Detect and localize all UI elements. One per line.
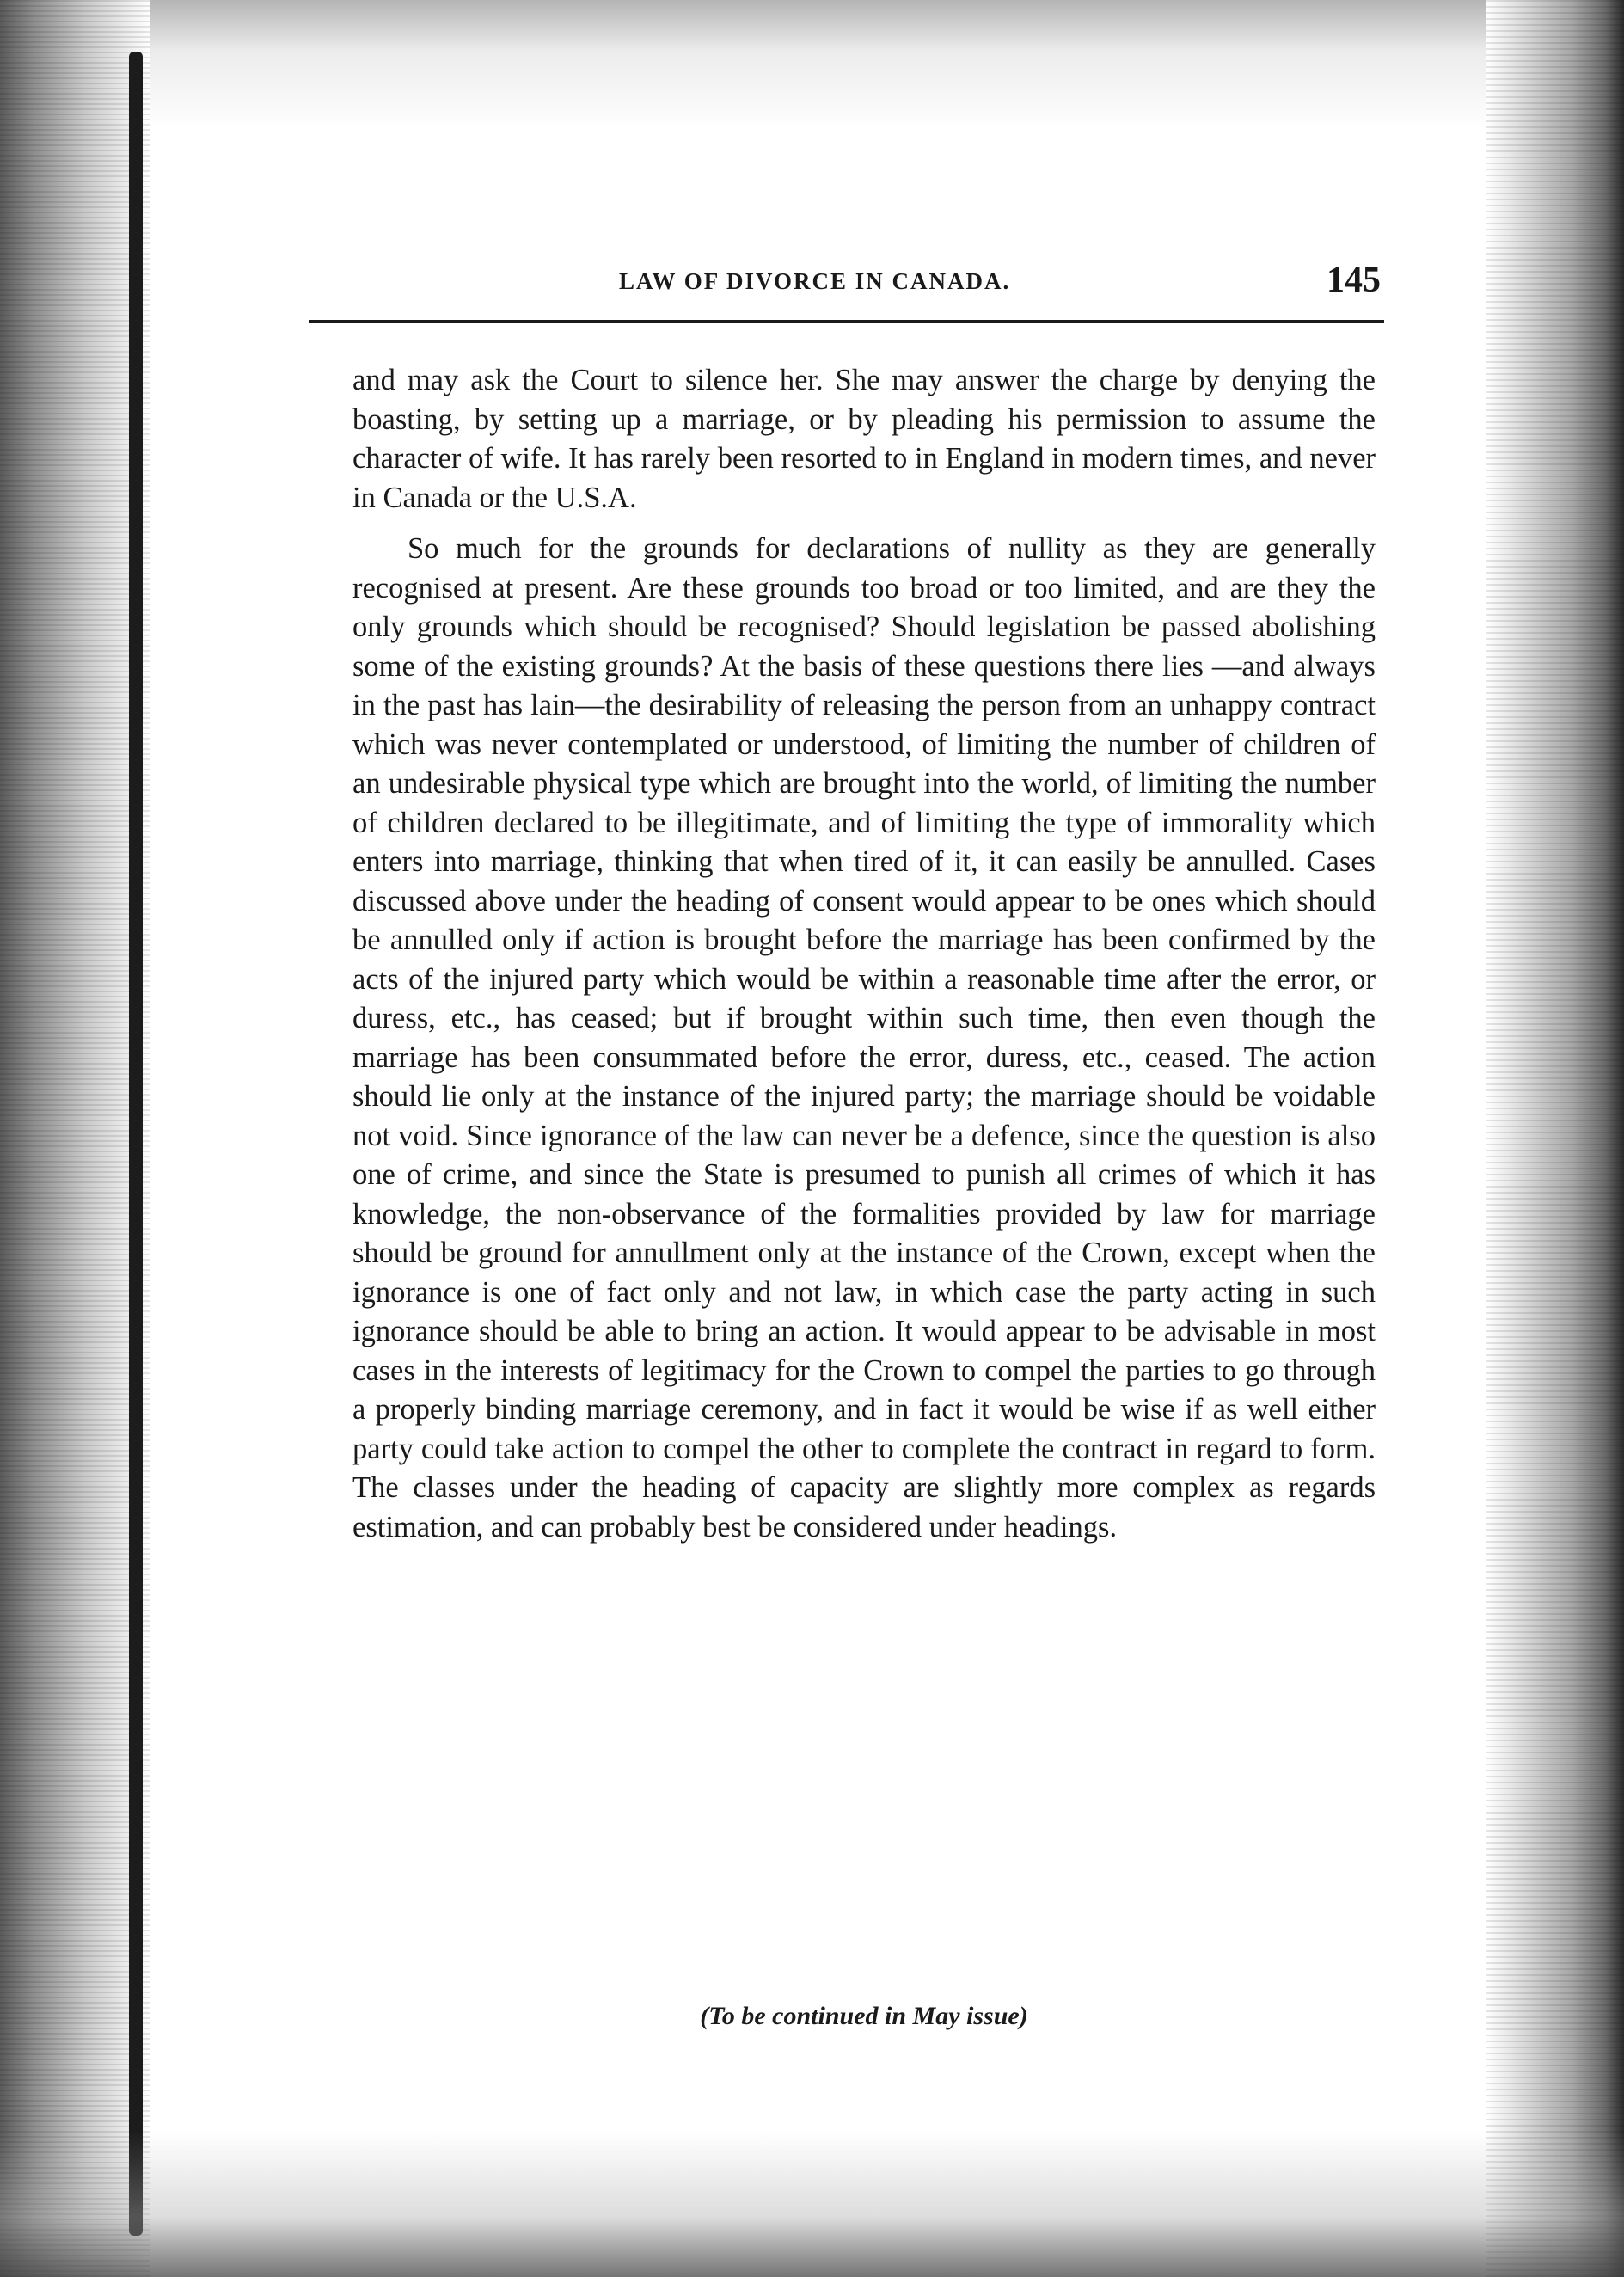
continued-note: (To be continued in May issue) (700, 2002, 1028, 2030)
paragraph: So much for the grounds for declarations of nullity as they are generally recognised at present. Are these grounds too broad or too limited, and are they the only grounds which should be recognised? Should legislation be passed abolishing some of the existing grounds? At the basis of these questions there lies —and always in the past has lain—the desirability of releasing the person from an unhappy contract which was never contemplated or understood, of limiting the number of children of an undesirable physical type which are brought into the world, of limiting the number of children declared to be illegitimate, and of limiting the type of immorality which enters into marriage, thinking that when tired of it, it can easily be annulled. Cases discussed above under the heading of consent would appear to be ones which should be annulled only if action is brought before the marriage has been confirmed by the acts of the injured party which would be within a reasonable time after the error, or duress, etc., has ceased; but if brought within such time, then even though the marriage has been consummated before the error, duress, etc., ceased. The action should lie only at the instance of the injured party; the marriage should be voidable not void. Since ignorance of the law can never be a defence, since the question is also one of crime, and since the State is presumed to punish all crimes of which it has knowledge, the non-observance of the formalities provided by law for marriage should be ground for annullment only at the instance of the Crown, except when the ignorance is one of fact only and not law, in which case the party acting in such ignorance should be able to bring an action. It would appear to be advisable in most cases in the interests of legitimacy for the Crown to compel the parties to go through a properly binding marriage ceremony, and in fact it would be wise if as well either party could take action to compel the other to complete the contract in regard to form. The classes under the heading of capacity are slightly more complex as regards estimation, and can probably best be considered under headings. (352, 532, 1376, 1544)
scan-left-shadow (0, 0, 150, 2277)
binding-edge (129, 52, 143, 2236)
scan-bottom-shadow (0, 2131, 1624, 2277)
paragraph: and may ask the Court to silence her. She may answer the charge by denying the boasting, by setting up a marriage, or by pleading his permission to assume the character of wife. It has rarely been resorted to in England in modern times, and never in Canada or the U.S.A. (352, 364, 1376, 514)
header-rule (309, 320, 1384, 323)
body-text (352, 361, 1376, 1547)
page-header (352, 260, 1393, 303)
page-number: 145 (1327, 261, 1381, 300)
scan-top-shadow (0, 0, 1624, 129)
scan-right-shadow (1486, 0, 1624, 2277)
running-head: LAW OF DIVORCE IN CANADA. (619, 268, 1011, 294)
